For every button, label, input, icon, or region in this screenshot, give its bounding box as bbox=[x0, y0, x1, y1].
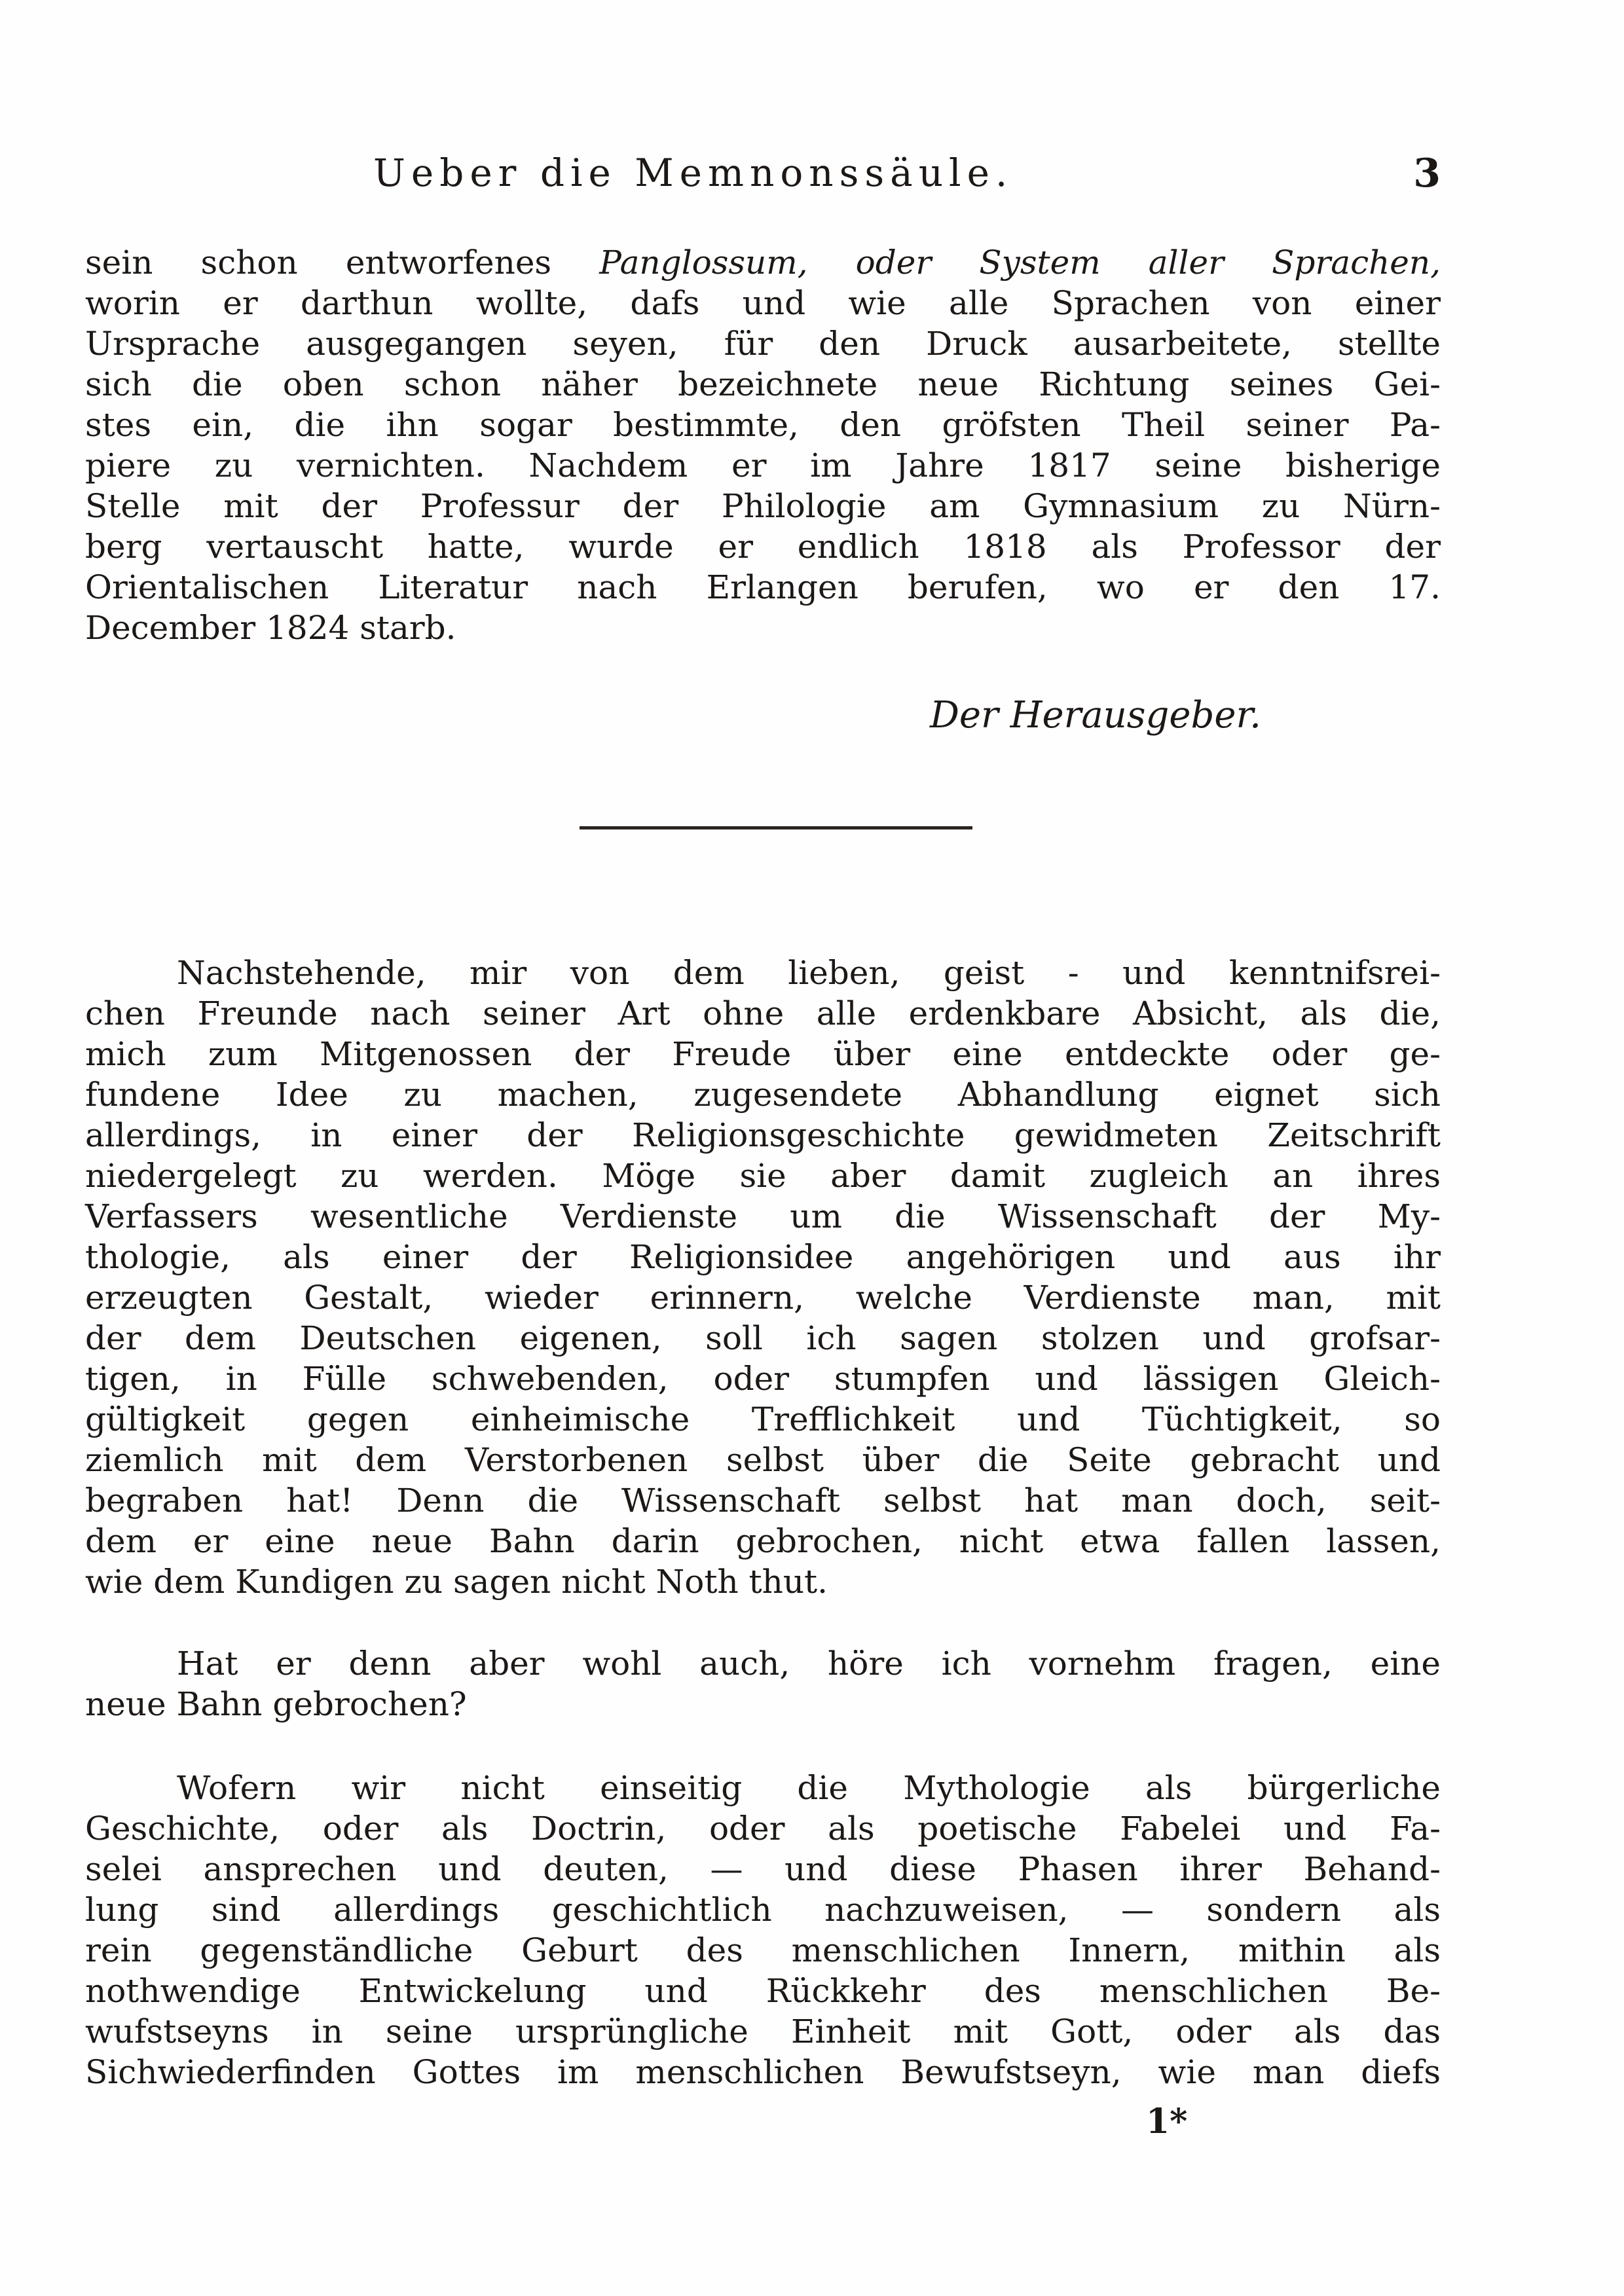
text-line: December 1824 starb. bbox=[85, 609, 456, 647]
text-line: neue Bahn gebrochen? bbox=[85, 1685, 467, 1723]
paragraph-2 bbox=[85, 1643, 1441, 1724]
signature-mark: 1* bbox=[1146, 2102, 1188, 2141]
text-line: worin er darthun wollte, dafs und wie alle Sprachen von einer bbox=[85, 284, 1441, 322]
text-line bbox=[85, 242, 1441, 283]
text-line: piere zu vernichten. Nachdem er im Jahre 1817 seine bisherige bbox=[85, 446, 1441, 484]
text-line: Hat er denn aber wohl auch, höre ich vornehm fragen, eine bbox=[177, 1645, 1441, 1683]
text-line: Sichwiederfinden Gottes im menschlichen Bewufstseyn, wie man diefs bbox=[85, 2053, 1441, 2091]
text-line: dem er eine neue Bahn darin gebrochen, nicht etwa fallen lassen, bbox=[85, 1522, 1441, 1560]
text-line: erzeugten Gestalt, wieder erinnern, welche Verdienste man, mit bbox=[85, 1279, 1441, 1317]
text-line: Verfassers wesentliche Verdienste um die Wissenschaft der My- bbox=[85, 1197, 1441, 1235]
text-line: gültigkeit gegen einheimische Trefflichkeit und Tüchtigkeit, so bbox=[85, 1400, 1441, 1438]
text-line: mich zum Mitgenossen der Freude über eine entdeckte oder ge- bbox=[85, 1035, 1441, 1073]
text-line: Geschichte, oder als Doctrin, oder als poetische Fabelei und Fa- bbox=[85, 1810, 1441, 1848]
page-number: 3 bbox=[1413, 151, 1441, 196]
text-line: tigen, in Fülle schwebenden, oder stumpfen und lässigen Gleich- bbox=[85, 1360, 1441, 1398]
text-line: Orientalischen Literatur nach Erlangen berufen, wo er den 17. bbox=[85, 568, 1441, 606]
text-line: der dem Deutschen eigenen, soll ich sagen stolzen und grofsar- bbox=[85, 1319, 1441, 1357]
text-line: stes ein, die ihn sogar bestimmte, den gröfsten Theil seiner Pa- bbox=[85, 406, 1441, 444]
page-header bbox=[85, 151, 1441, 210]
text-line: wufstseyns in seine ursprüngliche Einheit mit Gott, oder als das bbox=[85, 2013, 1441, 2050]
text-line: selei ansprechen und deuten, — und diese Phasen ihrer Behand- bbox=[85, 1850, 1441, 1888]
text-line: Wofern wir nicht einseitig die Mythologie als bürgerliche bbox=[177, 1769, 1441, 1807]
text-line: rein gegenständliche Geburt des menschlichen Innern, mithin als bbox=[85, 1931, 1441, 1969]
text-line: ziemlich mit dem Verstorbenen selbst über die Seite gebracht und bbox=[85, 1441, 1441, 1479]
text-line: fundene Idee zu machen, zugesendete Abhandlung eignet sich bbox=[85, 1076, 1441, 1114]
text-line: Stelle mit der Professur der Philologie am Gymnasium zu Nürn- bbox=[85, 487, 1441, 525]
paragraph-1 bbox=[85, 953, 1441, 1602]
text-line: wie dem Kundigen zu sagen nicht Noth thut. bbox=[85, 1563, 828, 1601]
text-line: lung sind allerdings geschichtlich nachzuweisen, — sondern als bbox=[85, 1891, 1441, 1929]
text-line: niedergelegt zu werden. Möge sie aber damit zugleich an ihres bbox=[85, 1157, 1441, 1195]
running-title: Ueber die Memnonssäule. bbox=[373, 151, 1014, 195]
paragraph-3 bbox=[85, 1768, 1441, 2092]
text-line: berg vertauscht hatte, wurde er endlich 1818 als Professor der bbox=[85, 528, 1441, 566]
book-title-italic: Panglossum, oder System aller Sprachen, bbox=[599, 244, 1441, 282]
text-segment: sein schon entworfenes bbox=[85, 244, 600, 282]
text-line: Ursprache ausgegangen seyen, für den Druck ausarbeitete, stellte bbox=[85, 325, 1441, 363]
text-line: allerdings, in einer der Religionsgeschichte gewidmeten Zeitschrift bbox=[85, 1116, 1441, 1154]
text-line: chen Freunde nach seiner Art ohne alle erdenkbare Absicht, als die, bbox=[85, 994, 1441, 1032]
intro-paragraph bbox=[85, 242, 1441, 648]
text-line: begraben hat! Denn die Wissenschaft selbst hat man doch, seit- bbox=[85, 1482, 1441, 1520]
text-line: Nachstehende, mir von dem lieben, geist - und kenntnifsrei- bbox=[177, 954, 1441, 992]
section-divider bbox=[580, 826, 972, 829]
editor-signature: Der Herausgeber. bbox=[930, 694, 1261, 737]
text-line: nothwendige Entwickelung und Rückkehr des menschlichen Be- bbox=[85, 1972, 1441, 2010]
text-line: thologie, als einer der Religionsidee angehörigen und aus ihr bbox=[85, 1238, 1441, 1276]
text-line: sich die oben schon näher bezeichnete neue Richtung seines Gei- bbox=[85, 365, 1441, 403]
